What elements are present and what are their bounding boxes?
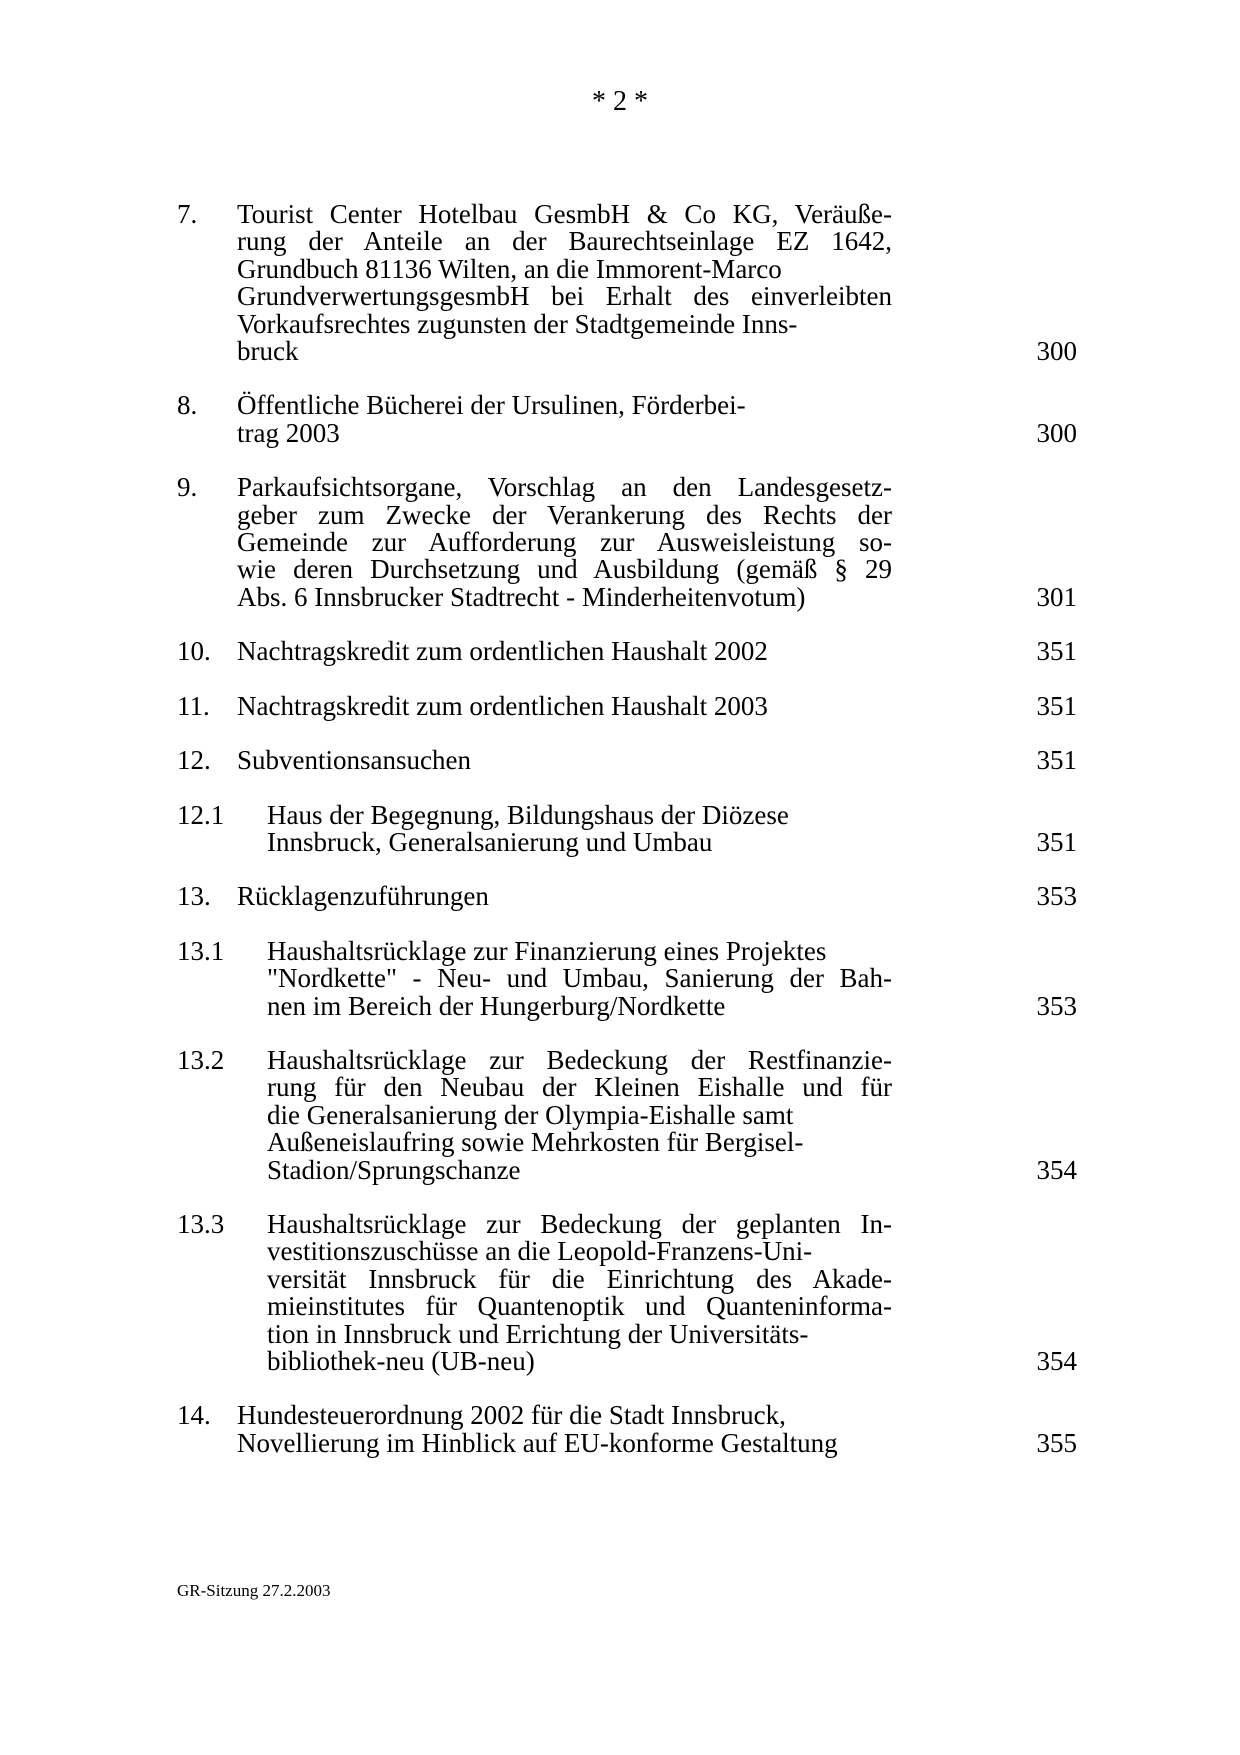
- entry-line: tion in Innsbruck und Errichtung der Universitäts-: [267, 1318, 809, 1349]
- entry-page: 353: [1036, 990, 1077, 1021]
- entry-title: [267, 935, 892, 1021]
- entry-line: Rücklagenzuführungen: [237, 881, 489, 912]
- entry-line: Haus der Begegnung, Bildungshaus der Diözese: [267, 799, 789, 830]
- entry-number: 12.: [177, 745, 211, 776]
- entry-page: 351: [1036, 745, 1077, 776]
- entry-number: 10.: [177, 636, 211, 667]
- entry-title: [267, 799, 892, 857]
- toc-entry-7: [177, 201, 1077, 365]
- entry-line: Nachtragskredit zum ordentlichen Haushalt 2003: [237, 690, 768, 721]
- entry-line: Stadion/Sprungschanze: [267, 1154, 521, 1185]
- entry-line: Haushaltsrücklage zur Finanzierung eines Projektes: [267, 935, 827, 966]
- entry-title: [237, 392, 892, 447]
- entry-page: 355: [1036, 1427, 1077, 1458]
- entry-line: versität Innsbruck für die Einrichtung des Akade-: [267, 1263, 892, 1294]
- entry-line: Hundesteuerordnung 2002 für die Stadt Innsbruck,: [237, 1400, 786, 1431]
- entry-page: 351: [1036, 636, 1077, 667]
- entry-number: 13.2: [177, 1044, 225, 1075]
- toc-entry-10: [177, 638, 1077, 665]
- entry-line: Subventionsansuchen: [237, 745, 471, 776]
- entry-page: 354: [1036, 1346, 1077, 1376]
- entry-line: bruck: [237, 336, 299, 367]
- toc-entry-12-1: [177, 799, 1077, 857]
- toc-entry-13-1: [177, 935, 1077, 1021]
- entry-title: [237, 638, 892, 665]
- entry-line: Haushaltsrücklage zur Bedeckung der geplanten In-: [267, 1208, 892, 1239]
- entry-line: Vorkaufsrechtes zugunsten der Stadtgemeinde Inns-: [237, 308, 798, 339]
- entry-title: [237, 747, 892, 774]
- entry-line: Abs. 6 Innsbrucker Stadtrecht - Minderheitenvotum): [237, 581, 806, 612]
- table-of-contents: [177, 201, 1077, 1484]
- entry-line: die Generalsanierung der Olympia-Eishalle samt: [267, 1099, 794, 1130]
- entry-line: Außeneislaufring sowie Mehrkosten für Bergisel-: [267, 1127, 804, 1158]
- entry-line: Öffentliche Bücherei der Ursulinen, Förderbei-: [237, 390, 746, 421]
- entry-line: vestitionszuschüsse an die Leopold-Franzens-Uni-: [267, 1236, 813, 1267]
- footer-session-date: GR-Sitzung 27.2.2003: [177, 1581, 331, 1600]
- entry-page: 353: [1036, 881, 1077, 912]
- toc-entry-13: [177, 883, 1077, 910]
- toc-entry-9: [177, 474, 1077, 611]
- toc-entry-14: [177, 1402, 1077, 1457]
- toc-entry-11: [177, 690, 1077, 721]
- entry-line: Novellierung im Hinblick auf EU-konforme Gestaltung: [237, 1427, 838, 1458]
- page-number: * 2 *: [592, 86, 648, 117]
- entry-page: 354: [1036, 1154, 1077, 1185]
- entry-line: geber zum Zwecke der Verankerung des Rechts der: [237, 499, 892, 530]
- entry-number: 13.: [177, 881, 211, 912]
- entry-number: 13.1: [177, 935, 225, 966]
- entry-page: 351: [1036, 690, 1077, 721]
- entry-line: Haushaltsrücklage zur Bedeckung der Restfinanzie-: [267, 1044, 892, 1075]
- entry-line: nen im Bereich der Hungerburg/Nordkette: [267, 990, 726, 1021]
- entry-line: Gemeinde zur Aufforderung zur Ausweisleistung so-: [237, 527, 892, 558]
- entry-line: Grundbuch 81136 Wilten, an die Immorent-Marco: [237, 253, 782, 284]
- entry-number: 7.: [177, 199, 198, 229]
- entry-number: 12.1: [177, 799, 225, 830]
- entry-line: bibliothek-neu (UB-neu): [267, 1346, 535, 1376]
- entry-page: 301: [1036, 581, 1077, 612]
- entry-page: 300: [1036, 336, 1077, 367]
- entry-number: 8.: [177, 390, 198, 421]
- entry-title: [237, 474, 892, 611]
- entry-line: Innsbruck, Generalsanierung und Umbau: [267, 826, 713, 857]
- entry-line: Parkaufsichtsorgane, Vorschlag an den Landesgesetz-: [237, 472, 892, 503]
- entry-line: trag 2003: [237, 417, 340, 448]
- toc-entry-13-3: [177, 1208, 1077, 1376]
- entry-line: mieinstitutes für Quantenoptik und Quanteninforma-: [267, 1291, 892, 1322]
- entry-title: [237, 1402, 892, 1457]
- entry-line: rung für den Neubau der Kleinen Eishalle und für: [267, 1072, 892, 1103]
- entry-number: 11.: [177, 690, 210, 721]
- entry-page: 351: [1036, 826, 1077, 857]
- entry-line: "Nordkette" - Neu- und Umbau, Sanierung der Bah-: [267, 963, 892, 994]
- toc-entry-13-2: [177, 1044, 1077, 1185]
- entry-line: rung der Anteile an der Baurechtseinlage EZ 1642,: [237, 226, 892, 257]
- entry-line: Tourist Center Hotelbau GesmbH & Co KG, Veräuße-: [237, 199, 892, 229]
- entry-line: Nachtragskredit zum ordentlichen Haushalt 2002: [237, 636, 768, 667]
- toc-entry-12: [177, 747, 1077, 774]
- entry-title: [237, 690, 892, 721]
- entry-title: [267, 1044, 892, 1185]
- entry-number: 14.: [177, 1400, 211, 1431]
- entry-page: 300: [1036, 417, 1077, 448]
- entry-number: 13.3: [177, 1208, 225, 1239]
- entry-number: 9.: [177, 472, 198, 503]
- entry-title: [237, 883, 892, 910]
- entry-line: GrundverwertungsgesmbH bei Erhalt des einverleibten: [237, 281, 892, 312]
- toc-entry-8: [177, 392, 1077, 447]
- entry-title: [267, 1208, 892, 1376]
- entry-line: wie deren Durchsetzung und Ausbildung (gemäß § 29: [237, 554, 892, 585]
- entry-title: [237, 201, 892, 365]
